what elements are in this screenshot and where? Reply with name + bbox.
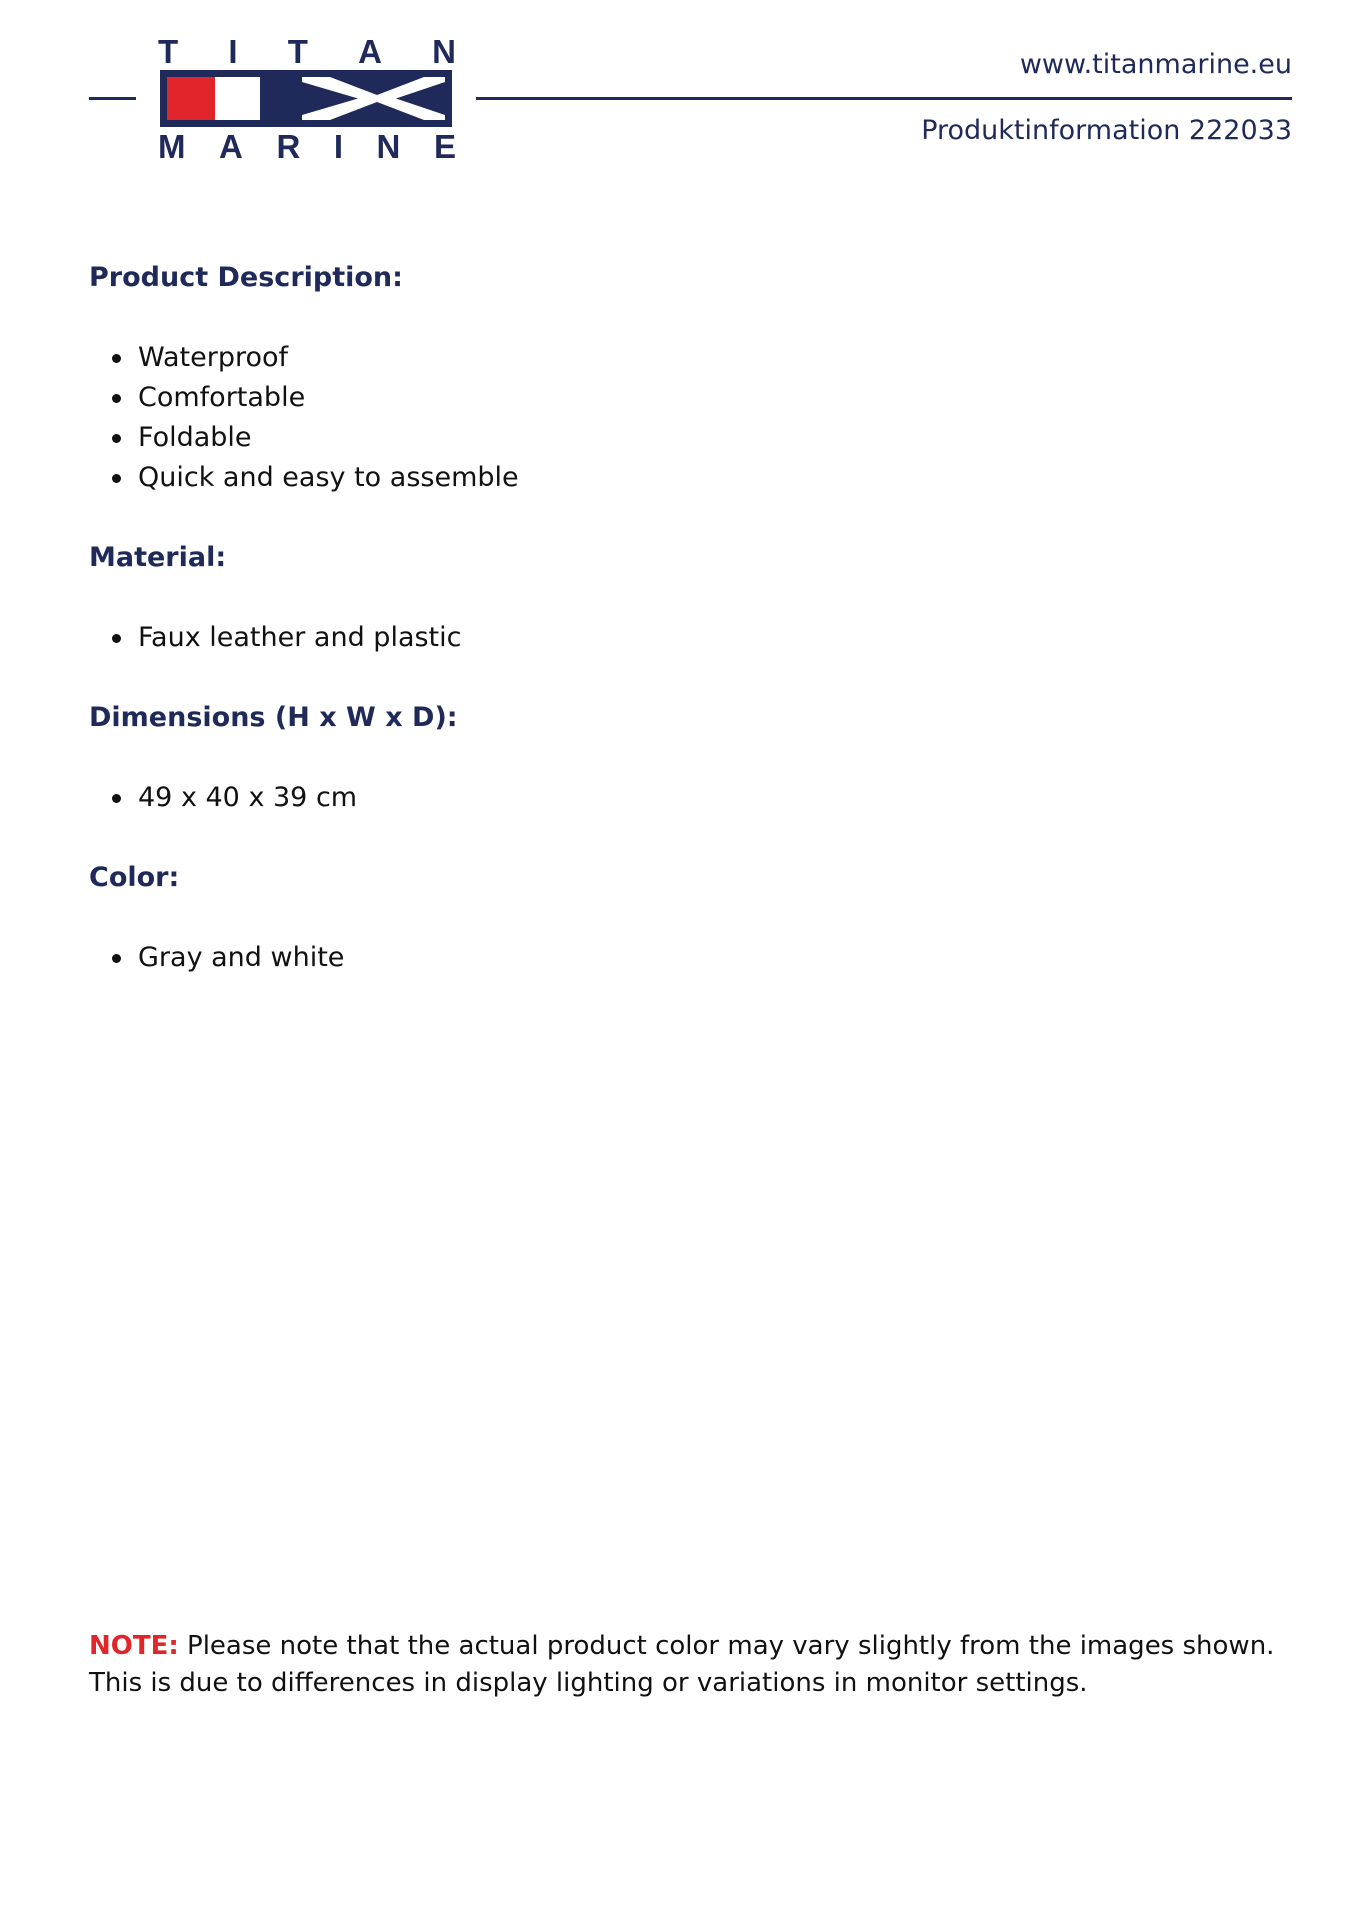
note-line-2: This is due to differences in display lighting or variations in monitor settings. — [89, 1668, 1088, 1698]
logo-letter: M — [158, 128, 186, 165]
logo-letter: I — [228, 33, 238, 70]
color-list — [89, 938, 1289, 978]
logo-letter: A — [358, 33, 382, 70]
logo-letter: T — [158, 33, 179, 70]
note-label: NOTE: — [89, 1631, 179, 1661]
logo-flag-icon — [160, 70, 452, 127]
section-heading-material: Material: — [89, 542, 227, 573]
material-list — [89, 618, 1289, 658]
list-item: Waterproof — [89, 338, 1289, 378]
header-rule-right — [476, 97, 1292, 100]
logo-wordmark-marine — [158, 128, 456, 165]
product-details — [89, 258, 1289, 1018]
list-item: 49 x 40 x 39 cm — [89, 778, 1289, 818]
product-info-number: Produktinformation 222033 — [921, 115, 1292, 146]
section-heading-color: Color: — [89, 862, 180, 893]
website-url[interactable]: www.titanmarine.eu — [1019, 49, 1292, 80]
note-line-1 — [89, 1628, 1299, 1665]
logo-wordmark-titan — [158, 33, 456, 70]
logo-letter: N — [376, 128, 401, 165]
logo-letter: I — [333, 128, 343, 165]
description-list — [89, 338, 1289, 498]
color-disclaimer-note — [89, 1628, 1299, 1702]
section-heading-description: Product Description: — [89, 262, 403, 293]
logo-letter: E — [433, 128, 456, 165]
logo-letter: A — [219, 128, 243, 165]
note-text-1: Please note that the actual product color may vary slightly from the images shown. — [178, 1631, 1275, 1661]
logo-letter: T — [287, 33, 308, 70]
logo-letter: R — [276, 128, 301, 165]
list-item: Foldable — [89, 418, 1289, 458]
list-item: Comfortable — [89, 378, 1289, 418]
header-rule-left — [89, 97, 136, 100]
section-heading-dimensions: Dimensions (H x W x D): — [89, 702, 458, 733]
list-item: Quick and easy to assemble — [89, 458, 1289, 498]
list-item: Faux leather and plastic — [89, 618, 1289, 658]
list-item: Gray and white — [89, 938, 1289, 978]
logo-letter: N — [432, 33, 456, 70]
dimensions-list — [89, 778, 1289, 818]
